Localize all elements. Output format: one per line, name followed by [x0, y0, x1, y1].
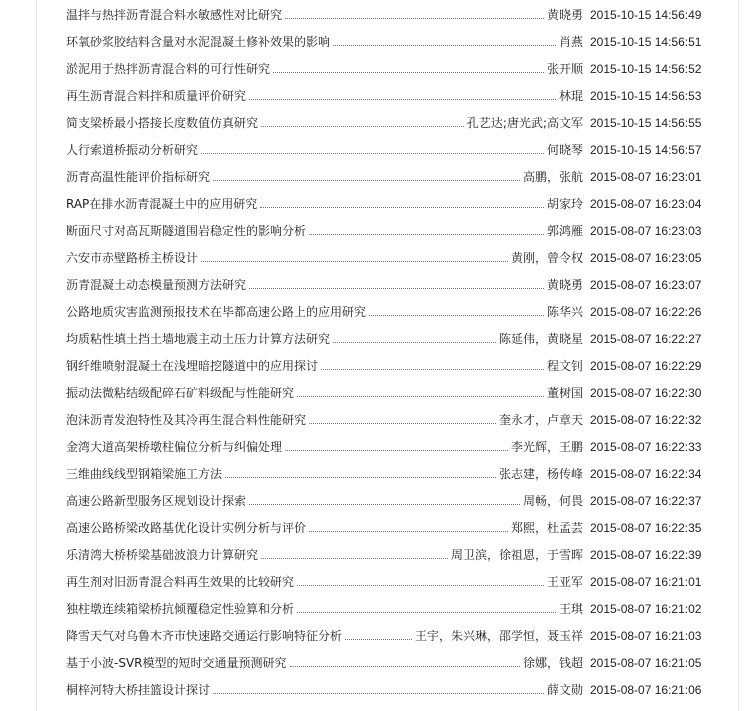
paper-authors: 肖燕 — [558, 35, 583, 49]
publish-date: 2015-08-07 16:23:01 — [590, 170, 702, 184]
paper-title: 再生沥青混合料拌和质量评价研究 — [66, 89, 247, 103]
paper-link[interactable] — [66, 164, 583, 191]
dotted-leader — [261, 126, 464, 127]
paper-authors: 高鹏，张航 — [522, 170, 583, 184]
paper-list — [66, 2, 716, 704]
paper-authors: 黄刚，曾令权 — [510, 251, 583, 265]
list-item — [66, 434, 716, 461]
paper-authors: 徐娜，钱超 — [522, 656, 583, 670]
paper-authors: 黄晓勇 — [546, 8, 583, 22]
paper-authors: 林琨 — [558, 89, 583, 103]
paper-link[interactable] — [66, 650, 583, 677]
paper-authors: 程文钊 — [546, 359, 583, 373]
paper-title: 环氧砂浆胶结料含量对水泥混凝土修补效果的影响 — [66, 35, 331, 49]
list-item — [66, 326, 716, 353]
paper-link[interactable] — [66, 272, 583, 299]
publish-date: 2015-08-07 16:23:07 — [590, 278, 702, 292]
paper-link[interactable] — [66, 380, 583, 407]
paper-title: 基于小波-SVR模型的短时交通量预测研究 — [66, 656, 287, 670]
dotted-leader — [297, 396, 544, 397]
paper-title: 钢纤维喷射混凝土在浅埋暗挖隧道中的应用探讨 — [66, 359, 319, 373]
dotted-leader — [369, 315, 544, 316]
dotted-leader — [261, 558, 448, 559]
paper-title: 均质粘性填土挡土墙地震主动土压力计算方法研究 — [66, 332, 331, 346]
list-item — [66, 245, 716, 272]
paper-link[interactable] — [66, 29, 583, 56]
publish-date: 2015-08-07 16:21:05 — [590, 656, 702, 670]
publish-date: 2015-10-15 14:56:53 — [590, 89, 702, 103]
paper-link[interactable] — [66, 407, 583, 434]
list-item — [66, 407, 716, 434]
list-item — [66, 542, 716, 569]
paper-link[interactable] — [66, 353, 583, 380]
paper-authors: 孔艺达;唐光武;高文军 — [466, 116, 583, 130]
paper-authors: 郭鸿雁 — [546, 224, 583, 238]
dotted-leader — [285, 450, 508, 451]
paper-title: 泡沫沥青发泡特性及其冷再生混合料性能研究 — [66, 413, 307, 427]
list-item — [66, 353, 716, 380]
paper-authors: 薛文勋 — [546, 683, 583, 697]
paper-link[interactable] — [66, 191, 583, 218]
paper-title: 独柱墩连续箱梁桥抗倾覆稳定性验算和分析 — [66, 602, 295, 616]
publish-date: 2015-10-15 14:56:55 — [590, 116, 702, 130]
dotted-leader — [297, 612, 556, 613]
publish-date: 2015-08-07 16:21:06 — [590, 683, 702, 697]
dotted-leader — [249, 99, 556, 100]
paper-link[interactable] — [66, 299, 583, 326]
list-item — [66, 56, 716, 83]
paper-link[interactable] — [66, 569, 583, 596]
list-item — [66, 569, 716, 596]
paper-title: 六安市赤壁路桥主桥设计 — [66, 251, 199, 265]
list-item — [66, 677, 716, 704]
paper-title: 三维曲线线型钢箱梁施工方法 — [66, 467, 223, 481]
list-item — [66, 488, 716, 515]
dotted-leader — [213, 693, 544, 694]
paper-link[interactable] — [66, 515, 583, 542]
paper-title: 温拌与热拌沥青混合料水敏感性对比研究 — [66, 8, 283, 22]
list-item — [66, 110, 716, 137]
publish-date: 2015-08-07 16:22:27 — [590, 332, 702, 346]
publish-date: 2015-10-15 14:56:49 — [590, 8, 702, 22]
paper-title: 断面尺寸对高瓦斯隧道围岩稳定性的影响分析 — [66, 224, 307, 238]
paper-link[interactable] — [66, 137, 583, 164]
paper-authors: 郑熙，杜孟芸 — [510, 521, 583, 535]
paper-authors: 董树国 — [546, 386, 583, 400]
paper-authors: 王宇，朱兴琳，邵学恒，聂玉祥 — [414, 629, 583, 643]
dotted-leader — [225, 477, 496, 478]
list-item — [66, 650, 716, 677]
publish-date: 2015-08-07 16:23:05 — [590, 251, 702, 265]
dotted-leader — [285, 18, 544, 19]
list-item — [66, 83, 716, 110]
list-item — [66, 596, 716, 623]
paper-title: 振动法微粘结级配碎石矿料级配与性能研究 — [66, 386, 295, 400]
publish-date: 2015-10-15 14:56:52 — [590, 62, 702, 76]
paper-title: 淤泥用于热拌沥青混合料的可行性研究 — [66, 62, 271, 76]
paper-title: 乐清湾大桥桥梁基础波浪力计算研究 — [66, 548, 259, 562]
publish-date: 2015-08-07 16:22:34 — [590, 467, 702, 481]
publish-date: 2015-08-07 16:21:02 — [590, 602, 702, 616]
paper-title: 金湾大道高架桥墩柱偏位分析与纠偏处理 — [66, 440, 283, 454]
paper-link[interactable] — [66, 542, 583, 569]
dotted-leader — [213, 180, 520, 181]
dotted-leader — [321, 369, 544, 370]
dotted-leader — [309, 423, 496, 424]
publish-date: 2015-08-07 16:22:37 — [590, 494, 702, 508]
dotted-leader — [249, 504, 520, 505]
dotted-leader — [345, 639, 412, 640]
paper-title: 沥青混凝土动态模量预测方法研究 — [66, 278, 247, 292]
publish-date: 2015-08-07 16:23:04 — [590, 197, 702, 211]
publish-date: 2015-08-07 16:22:33 — [590, 440, 702, 454]
publish-date: 2015-08-07 16:22:39 — [590, 548, 702, 562]
dotted-leader — [333, 45, 556, 46]
list-item — [66, 515, 716, 542]
publish-date: 2015-08-07 16:21:03 — [590, 629, 702, 643]
paper-authors: 周卫滨，徐祖恩，于雪晖 — [450, 548, 583, 562]
paper-title: RAP在排水沥青混凝土中的应用研究 — [66, 197, 258, 211]
paper-authors: 张志建，杨传峰 — [498, 467, 583, 481]
publish-date: 2015-10-15 14:56:51 — [590, 35, 702, 49]
paper-title: 降雪天气对乌鲁木齐市快速路交通运行影响特征分析 — [66, 629, 343, 643]
paper-link[interactable] — [66, 434, 583, 461]
paper-title: 沥青高温性能评价指标研究 — [66, 170, 211, 184]
list-item — [66, 29, 716, 56]
dotted-leader — [297, 585, 544, 586]
publish-date: 2015-08-07 16:22:26 — [590, 305, 702, 319]
dotted-leader — [201, 261, 508, 262]
dotted-leader — [273, 72, 544, 73]
dotted-leader — [249, 288, 544, 289]
paper-link[interactable] — [66, 245, 583, 272]
paper-title: 公路地质灾害监测预报技术在毕都高速公路上的应用研究 — [66, 305, 367, 319]
dotted-leader — [260, 207, 544, 208]
paper-link[interactable] — [66, 596, 583, 623]
publish-date: 2015-08-07 16:22:30 — [590, 386, 702, 400]
paper-authors: 陈延伟，黄晓星 — [498, 332, 583, 346]
paper-title: 高速公路新型服务区规划设计探索 — [66, 494, 247, 508]
paper-link[interactable] — [66, 83, 583, 110]
paper-authors: 奎永才，卢章天 — [498, 413, 583, 427]
paper-link[interactable] — [66, 56, 583, 83]
paper-link[interactable] — [66, 110, 583, 137]
paper-link[interactable] — [66, 623, 583, 650]
dotted-leader — [290, 666, 520, 667]
paper-title: 人行索道桥振动分析研究 — [66, 143, 199, 157]
paper-link[interactable] — [66, 326, 583, 353]
paper-title: 高速公路桥梁改路基优化设计实例分析与评价 — [66, 521, 307, 535]
list-item — [66, 164, 716, 191]
paper-link[interactable] — [66, 488, 583, 515]
dotted-leader — [309, 234, 544, 235]
list-item — [66, 272, 716, 299]
paper-authors: 何晓琴 — [546, 143, 583, 157]
paper-title: 简支梁桥最小搭接长度数值仿真研究 — [66, 116, 259, 130]
paper-authors: 黄晓勇 — [546, 278, 583, 292]
dotted-leader — [333, 342, 496, 343]
paper-link[interactable] — [66, 461, 583, 488]
paper-link[interactable] — [66, 677, 583, 704]
paper-authors: 陈华兴 — [546, 305, 583, 319]
list-item — [66, 461, 716, 488]
publish-date: 2015-08-07 16:21:01 — [590, 575, 702, 589]
dotted-leader — [201, 153, 544, 154]
list-item — [66, 623, 716, 650]
paper-link[interactable] — [66, 218, 583, 245]
list-item — [66, 380, 716, 407]
paper-authors: 李光辉，王鹏 — [510, 440, 583, 454]
paper-authors: 胡家玲 — [546, 197, 583, 211]
list-item — [66, 137, 716, 164]
paper-authors: 张开顺 — [546, 62, 583, 76]
paper-authors: 王琪 — [558, 602, 583, 616]
list-item — [66, 191, 716, 218]
paper-title: 再生剂对旧沥青混合料再生效果的比较研究 — [66, 575, 295, 589]
paper-title: 桐梓河特大桥挂篮设计探讨 — [66, 683, 211, 697]
paper-authors: 王亚军 — [546, 575, 583, 589]
dotted-leader — [309, 531, 508, 532]
list-item — [66, 2, 716, 29]
publish-date: 2015-08-07 16:22:35 — [590, 521, 702, 535]
list-item — [66, 218, 716, 245]
publish-date: 2015-08-07 16:22:29 — [590, 359, 702, 373]
publish-date: 2015-08-07 16:22:32 — [590, 413, 702, 427]
paper-link[interactable] — [66, 2, 583, 29]
paper-authors: 周畅，何畏 — [522, 494, 583, 508]
publish-date: 2015-10-15 14:56:57 — [590, 143, 702, 157]
publish-date: 2015-08-07 16:23:03 — [590, 224, 702, 238]
list-item — [66, 299, 716, 326]
